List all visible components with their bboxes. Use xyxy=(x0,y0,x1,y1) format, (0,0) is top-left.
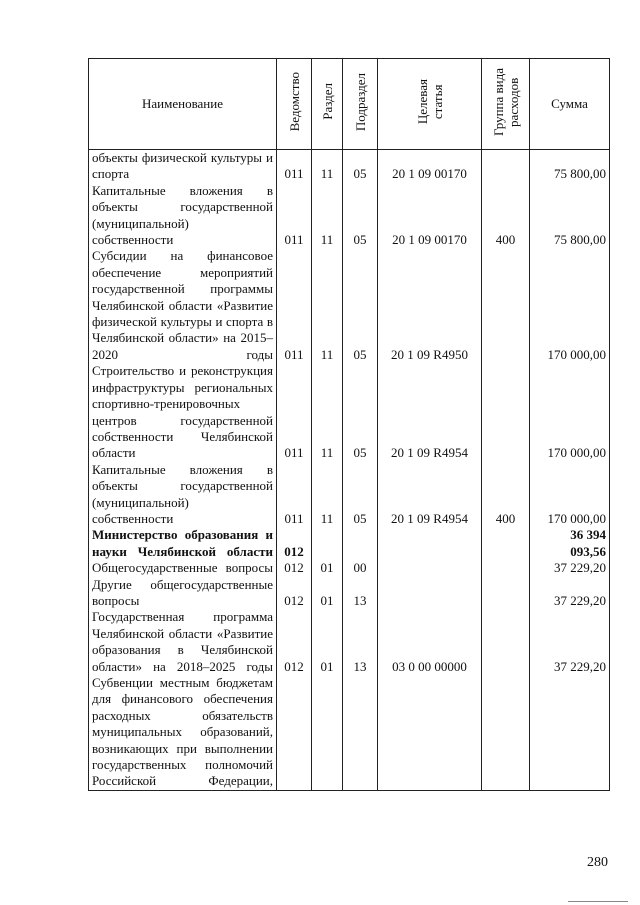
cell-target: 20 1 09 R4954 xyxy=(378,363,482,461)
cell-section: 01 xyxy=(312,609,343,675)
cell-target: 20 1 09 00170 xyxy=(378,150,482,183)
header-subsection-text: Подраздел xyxy=(352,72,368,131)
header-target-line1: Целевая xyxy=(414,79,430,125)
header-row xyxy=(89,59,610,150)
table-row xyxy=(89,675,610,790)
cell-sum: 170 000,00 xyxy=(530,248,610,363)
cell-subsection: 05 xyxy=(343,150,378,183)
cell-group: 400 xyxy=(482,183,530,249)
header-group-line1: Группа вида xyxy=(490,67,506,136)
cell-sum: 75 800,00 xyxy=(530,150,610,183)
header-target-line2: статья xyxy=(429,84,445,120)
cell-sum: 170 000,00 xyxy=(530,363,610,461)
cell-target xyxy=(378,527,482,560)
cell-subsection: 05 xyxy=(343,183,378,249)
cell-group xyxy=(482,560,530,576)
cell-target xyxy=(378,675,482,790)
cell-target: 20 1 09 R4954 xyxy=(378,462,482,528)
table-row xyxy=(89,150,610,183)
header-section-text: Раздел xyxy=(319,83,335,121)
cell-subsection: 05 xyxy=(343,363,378,461)
cell-subsection: 00 xyxy=(343,560,378,576)
table-row xyxy=(89,560,610,576)
cell-group xyxy=(482,577,530,610)
cell-dept: 012 xyxy=(277,577,312,610)
footer-rule xyxy=(568,901,628,902)
cell-name: Строительство и реконструкция инфраструктуры региональных спортивно-тренировочных центров государственной собственности Челябинской области xyxy=(89,363,277,461)
header-dept-text: Ведомство xyxy=(286,72,302,132)
cell-subsection xyxy=(343,675,378,790)
cell-section: 11 xyxy=(312,183,343,249)
cell-section xyxy=(312,675,343,790)
table-row xyxy=(89,248,610,363)
cell-name: Государственная программа Челябинской области «Развитие образования в Челябинской области» на 2018–2025 годы xyxy=(89,609,277,675)
cell-subsection: 13 xyxy=(343,609,378,675)
cell-sum: 37 229,20 xyxy=(530,609,610,675)
cell-name: Другие общегосударственные вопросы xyxy=(89,577,277,610)
cell-group xyxy=(482,527,530,560)
cell-group xyxy=(482,248,530,363)
cell-group: 400 xyxy=(482,462,530,528)
header-sum-text: Сумма xyxy=(551,95,588,111)
header-group-text xyxy=(491,68,521,136)
header-section xyxy=(312,59,343,150)
page-number: 280 xyxy=(587,855,608,870)
cell-sum: 75 800,00 xyxy=(530,183,610,249)
cell-group xyxy=(482,675,530,790)
header-name-text: Наименование xyxy=(142,95,223,111)
cell-group xyxy=(482,609,530,675)
cell-sum: 170 000,00 xyxy=(530,462,610,528)
table-row xyxy=(89,527,610,560)
cell-section: 11 xyxy=(312,150,343,183)
cell-section: 01 xyxy=(312,560,343,576)
cell-dept: 011 xyxy=(277,183,312,249)
cell-target: 20 1 09 00170 xyxy=(378,183,482,249)
cell-section: 11 xyxy=(312,462,343,528)
cell-sum: 37 229,20 xyxy=(530,577,610,610)
cell-dept: 012 xyxy=(277,560,312,576)
cell-section: 11 xyxy=(312,248,343,363)
table-row xyxy=(89,462,610,528)
cell-subsection: 05 xyxy=(343,462,378,528)
cell-subsection: 05 xyxy=(343,248,378,363)
cell-name: Министерство образования и науки Челябинской области xyxy=(89,527,277,560)
cell-subsection xyxy=(343,527,378,560)
header-sum xyxy=(530,59,610,150)
cell-sum xyxy=(530,675,610,790)
cell-dept: 011 xyxy=(277,363,312,461)
cell-target: 20 1 09 R4950 xyxy=(378,248,482,363)
cell-group xyxy=(482,363,530,461)
cell-group xyxy=(482,150,530,183)
header-group-line2: расходов xyxy=(505,77,521,127)
header-dept xyxy=(277,59,312,150)
cell-name: Субсидии на финансовое обеспечение мероприятий государственной программы Челябинской области «Развитие физической культуры и спорта в Челябинской области» на 2015–2020 годы xyxy=(89,248,277,363)
cell-subsection: 13 xyxy=(343,577,378,610)
cell-dept: 012 xyxy=(277,609,312,675)
cell-name: Капитальные вложения в объекты государственной (муниципальной) собственности xyxy=(89,462,277,528)
table-row xyxy=(89,363,610,461)
cell-sum: 36 394 093,56 xyxy=(530,527,610,560)
header-subsection xyxy=(343,59,378,150)
cell-dept: 011 xyxy=(277,248,312,363)
cell-section: 11 xyxy=(312,363,343,461)
cell-target xyxy=(378,577,482,610)
cell-dept: 011 xyxy=(277,150,312,183)
cell-section: 01 xyxy=(312,577,343,610)
cell-section xyxy=(312,527,343,560)
cell-dept: 012 xyxy=(277,527,312,560)
cell-name: Субвенции местным бюджетам для финансового обеспечения расходных обязательств муниципальных образований, возникающих при выполнении государственных полномочий Российской Федерации, xyxy=(89,675,277,790)
cell-name: Капитальные вложения в объекты государственной (муниципальной) собственности xyxy=(89,183,277,249)
header-group xyxy=(482,59,530,150)
table-row xyxy=(89,577,610,610)
cell-sum: 37 229,20 xyxy=(530,560,610,576)
header-target-text xyxy=(415,79,445,124)
cell-dept xyxy=(277,675,312,790)
table-row xyxy=(89,183,610,249)
table-row xyxy=(89,609,610,675)
cell-dept: 011 xyxy=(277,462,312,528)
cell-name: объекты физической культуры и спорта xyxy=(89,150,277,183)
budget-table xyxy=(88,58,610,791)
cell-target xyxy=(378,560,482,576)
cell-name: Общегосударственные вопросы xyxy=(89,560,277,576)
cell-target: 03 0 00 00000 xyxy=(378,609,482,675)
header-target xyxy=(378,59,482,150)
header-name xyxy=(89,59,277,150)
